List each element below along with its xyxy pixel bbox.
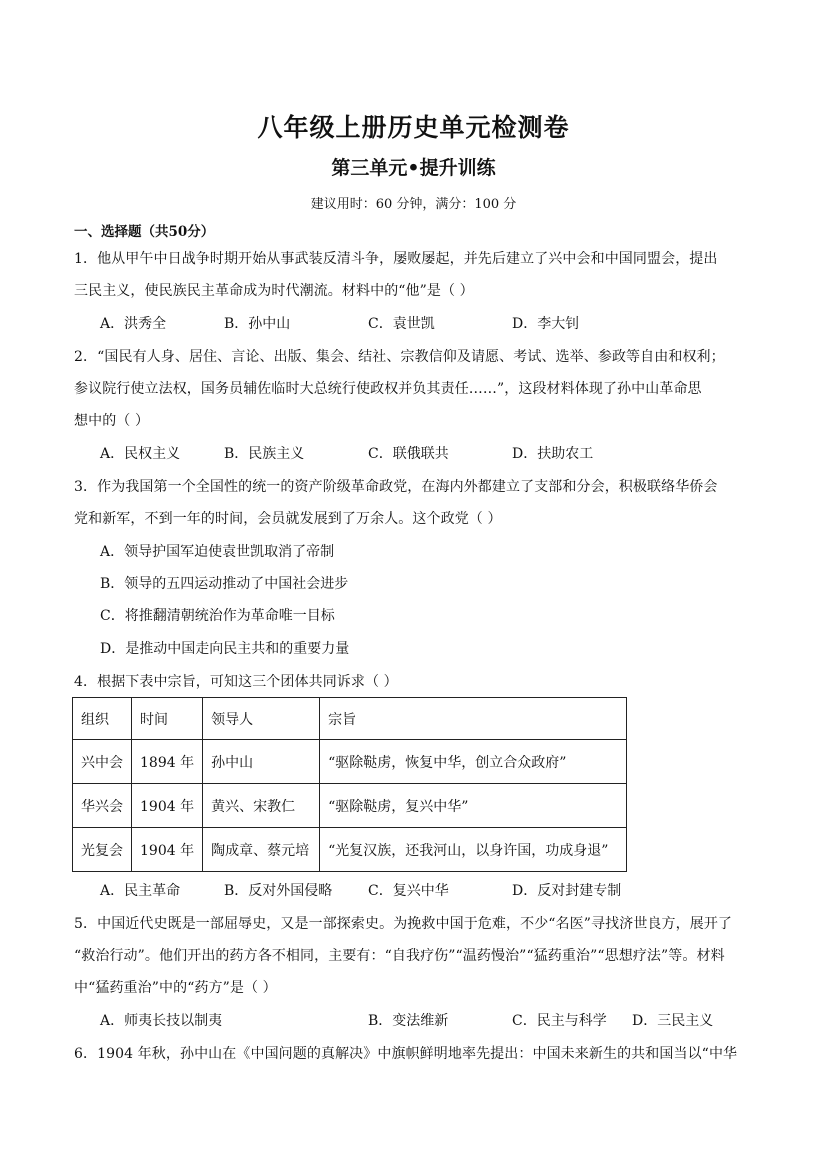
q1-option-c[interactable]: C．袁世凯 <box>368 316 435 332</box>
table-cell: 陶成章、蔡元培 <box>203 828 320 872</box>
q1-option-b[interactable]: B．孙中山 <box>224 316 291 332</box>
table-cell: 孙中山 <box>203 740 320 784</box>
q3-option-d[interactable]: D．是推动中国走向民主共和的重要力量 <box>100 641 350 657</box>
q4-table <box>72 697 627 872</box>
q2-line-3: 想中的（ ） <box>74 413 150 429</box>
table-header-cell: 时间 <box>132 698 203 740</box>
q4-option-d[interactable]: D．反对封建专制 <box>512 883 622 899</box>
table-header-row <box>73 698 627 740</box>
table-row <box>73 784 627 828</box>
table-cell: “驱除鞑虏，复兴中华” <box>320 784 627 828</box>
table-cell: 1894 年 <box>132 740 203 784</box>
table-row <box>73 828 627 872</box>
q2-option-a[interactable]: A．民权主义 <box>100 446 181 462</box>
q3-option-c[interactable]: C．将推翻清朝统治作为革命唯一目标 <box>100 608 335 624</box>
page-title: 八年级上册历史单元检测卷 <box>257 113 570 142</box>
table-cell: 1904 年 <box>132 784 203 828</box>
q4-option-a[interactable]: A．民主革命 <box>100 883 181 899</box>
q5-line-1: 5．中国近代史既是一部屈辱史，又是一部探索史。为挽救中国于危难，不少“名医”寻找济世良方，展开了 <box>74 916 733 932</box>
q5-line-2: “救治行动”。他们开出的药方各不相同，主要有：“自我疗伤”“温药慢治”“猛药重治”“思想疗法”等。材料 <box>74 948 725 964</box>
q2-line-1: 2．“国民有人身、居住、言论、出版、集会、结社、宗教信仰及请愿、考试、选举、参政等自由和权利； <box>74 349 725 365</box>
q5-option-a[interactable]: A．师夷长技以制夷 <box>100 1013 223 1029</box>
q3-option-b[interactable]: B．领导的五四运动推动了中国社会进步 <box>100 576 349 592</box>
table-cell: 黄兴、宋教仁 <box>203 784 320 828</box>
time-score-info: 建议用时：60 分钟，满分：100 分 <box>310 197 517 212</box>
q4-option-b[interactable]: B．反对外国侵略 <box>224 883 333 899</box>
q5-option-d[interactable]: D．三民主义 <box>632 1013 714 1029</box>
q5-line-3: 中“猛药重治”中的“药方”是（ ） <box>74 980 277 996</box>
table-row <box>73 740 627 784</box>
q1-option-a[interactable]: A．洪秀全 <box>100 316 167 332</box>
q2-option-b[interactable]: B．民族主义 <box>224 446 305 462</box>
q1-line-2: 三民主义，使民族民主革命成为时代潮流。材料中的“他”是（ ） <box>74 283 474 299</box>
table-cell: 华兴会 <box>73 784 132 828</box>
table-cell: 兴中会 <box>73 740 132 784</box>
table-cell: “光复汉族，还我河山，以身许国，功成身退” <box>320 828 627 872</box>
q2-option-c[interactable]: C．联俄联共 <box>368 446 449 462</box>
table-header-cell: 领导人 <box>203 698 320 740</box>
q1-option-d[interactable]: D．李大钊 <box>512 316 580 332</box>
table-header-cell: 宗旨 <box>320 698 627 740</box>
q4-option-c[interactable]: C．复兴中华 <box>368 883 449 899</box>
q3-option-a[interactable]: A．领导护国军迫使袁世凯取消了帝制 <box>100 544 335 560</box>
q5-option-b[interactable]: B．变法维新 <box>368 1013 449 1029</box>
q1-line-1: 1．他从甲午中日战争时期开始从事武装反清斗争，屡败屡起，并先后建立了兴中会和中国同盟会，提出 <box>74 251 718 267</box>
table-cell: 1904 年 <box>132 828 203 872</box>
q3-line-2: 党和新军，不到一年的时间，会员就发展到了万余人。这个政党（ ） <box>74 511 502 527</box>
table-cell: “驱除鞑虏，恢复中华，创立合众政府” <box>320 740 627 784</box>
q5-option-c[interactable]: C．民主与科学 <box>512 1013 607 1029</box>
q3-line-1: 3．作为我国第一个全国性的统一的资产阶级革命政党，在海内外都建立了支部和分会，积极联络华侨会 <box>74 479 718 495</box>
section-heading: 一、选择题（共50分） <box>74 224 215 240</box>
q6-line-1: 6．1904 年秋，孙中山在《中国问题的真解决》中旗帜鲜明地率先提出：中国未来新生的共和国当以“中华 <box>74 1046 738 1062</box>
q4-stem: 4．根据下表中宗旨，可知这三个团体共同诉求（ ） <box>74 674 398 690</box>
q2-line-2: 参议院行使立法权，国务员辅佐临时大总统行使政权并负其责任……”，这段材料体现了孙中山革命思 <box>74 381 702 397</box>
q2-option-d[interactable]: D．扶助农工 <box>512 446 594 462</box>
table-cell: 光复会 <box>73 828 132 872</box>
page-subtitle: 第三单元•提升训练 <box>331 157 496 179</box>
table-header-cell: 组织 <box>73 698 132 740</box>
